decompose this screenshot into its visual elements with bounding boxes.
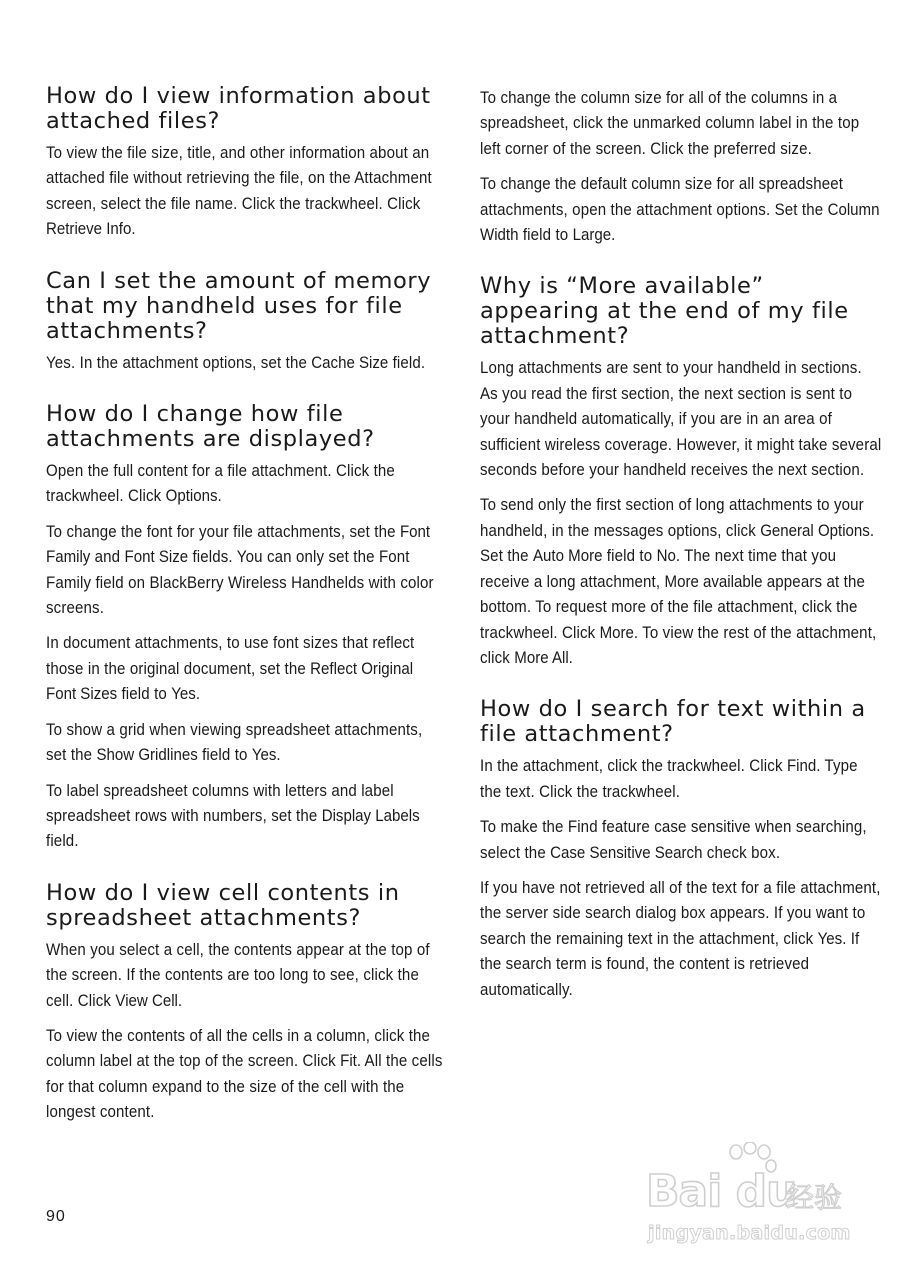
menu-term: Auto More xyxy=(533,547,603,566)
menu-term: Font Size xyxy=(124,548,189,567)
text-run: In the attachment, click the trackwheel. Click xyxy=(480,757,787,776)
text-run: To view the rest of the attachment, click xyxy=(480,623,877,667)
text-run: appears at the bottom. To request more of the file attachment, click the trackwheel. Click xyxy=(480,572,865,642)
paragraph xyxy=(46,938,444,1014)
text-run: To change the column size for all of the columns in a spreadsheet, click the unmarked column label in the top left corner of the screen. Click the preferred size. xyxy=(480,89,860,158)
text-run: fields. You can only set the Font Family field on BlackBerry Wireless Handhelds with color screens. xyxy=(46,548,434,618)
paragraph xyxy=(46,631,444,707)
menu-term: Fit. xyxy=(340,1052,362,1071)
text-run: field to xyxy=(197,746,252,765)
text-run: When you select a cell, the contents appear at the top of the screen. If the contents are too long to see, click the cell. Click xyxy=(46,940,430,1010)
section-heading: How do I change how file attachments are displayed? xyxy=(46,401,375,453)
text-run: To view the file size, title, and other information about an attached file without retrieving the file, on the Attachment screen, select the file name. Click the trackwheel. Click xyxy=(46,144,432,213)
text-run: . xyxy=(611,226,616,245)
text-run: To change the font for your file attachments, set the xyxy=(46,522,400,541)
paragraph xyxy=(480,754,883,805)
section-heading: Why is “More available” appearing at the end of my file attachment? xyxy=(480,273,849,350)
menu-term: Display Labels xyxy=(321,806,420,825)
text-run: check box. xyxy=(702,843,781,862)
text-run: The next time that you receive a long attachment, xyxy=(480,547,837,591)
menu-term: Reflect Original Font Sizes xyxy=(46,659,414,704)
menu-term: Case Sensitive Search xyxy=(550,843,703,862)
text-run: To make the Find feature case sensitive when searching, select the xyxy=(480,818,867,862)
faq-section xyxy=(480,697,885,1003)
text-run: Long attachments are sent to your handheld in sections. As you read the first section, the next section is sent to your handheld automatically, if you are in an area of sufficient wireless coverage. However, it might take several seconds before your handheld receives the next section. xyxy=(480,359,882,480)
watermark-logo: Bai du xyxy=(646,1166,797,1217)
text-run: Set the xyxy=(480,547,534,566)
paragraph xyxy=(480,876,883,1003)
text-run: To send only the first section of long attachments to your handheld, in the messages options, click xyxy=(480,496,864,540)
section-heading: Can I set the amount of memory that my handheld uses for file attachments? xyxy=(46,267,432,344)
text-run: Type the text. Click the trackwheel. xyxy=(480,757,858,801)
paragraph xyxy=(480,172,883,248)
faq-section xyxy=(46,269,446,376)
paragraph xyxy=(480,815,883,866)
faq-section xyxy=(46,881,446,1126)
paragraph xyxy=(46,459,444,510)
text-run: To show a grid when viewing spreadsheet attachments, set the xyxy=(46,720,423,765)
text-run: If the search term is found, the content is retrieved automatically. xyxy=(480,929,860,999)
menu-term: Yes. xyxy=(171,685,201,704)
menu-term: Show Gridlines xyxy=(96,746,198,765)
menu-term: Retrieve Info. xyxy=(46,220,136,239)
menu-term: Options. xyxy=(165,487,222,506)
text-run: To label spreadsheet columns with letters and label spreadsheet rows with numbers, set the xyxy=(46,781,394,825)
paragraph xyxy=(46,779,444,855)
text-run: field. xyxy=(388,353,426,372)
menu-term: No. xyxy=(656,547,681,566)
menu-term: General Options. xyxy=(760,521,875,540)
text-run: Yes. In the attachment options, set the xyxy=(46,353,312,372)
text-run: To view the contents of all the cells in a column, click the column label at the top of the screen. Click xyxy=(46,1026,431,1071)
faq-section xyxy=(480,274,885,671)
watermark-url: jingyan.baidu.com xyxy=(648,1222,851,1244)
text-run: field to xyxy=(117,685,172,704)
paragraph xyxy=(480,356,883,483)
section-heading: How do I view cell contents in spreadsheet attachments? xyxy=(46,879,400,931)
text-run: To change the default column size for all spreadsheet attachments, open the attachment options. Set the xyxy=(480,175,844,219)
text-run: and xyxy=(90,548,125,567)
paragraph xyxy=(46,718,444,769)
menu-term: More available xyxy=(664,572,763,591)
faq-section xyxy=(46,84,446,243)
faq-section xyxy=(46,402,446,855)
menu-term: Font Family xyxy=(46,522,431,567)
page-number: 90 xyxy=(46,1208,66,1225)
menu-term: Cache Size xyxy=(311,353,389,372)
watermark-cn-text: 经验 xyxy=(786,1181,843,1214)
menu-term: Yes. xyxy=(251,746,281,765)
paragraph xyxy=(46,141,444,243)
section-heading: How do I view information about attached files? xyxy=(46,83,431,134)
text-run: field. xyxy=(46,832,79,851)
faq-section xyxy=(480,86,885,248)
menu-term: More All. xyxy=(514,648,573,667)
menu-term: Column Width xyxy=(480,200,880,245)
baidu-jingyan-watermark xyxy=(636,1142,868,1252)
text-run: All the cells for that column expand to the size of the cell with the longest content. xyxy=(46,1052,443,1122)
menu-term: View Cell. xyxy=(115,991,183,1010)
text-run: Open the full content for a file attachment. Click the trackwheel. Click xyxy=(46,462,395,506)
paragraph xyxy=(46,1024,444,1126)
section-heading: How do I search for text within a file attachment? xyxy=(480,696,866,748)
menu-term: More. xyxy=(599,623,639,642)
left-column xyxy=(46,84,446,1152)
text-run: In document attachments, to use font sizes that reflect those in the original document, set the xyxy=(46,634,415,678)
right-column xyxy=(480,86,885,1029)
text-run: field to xyxy=(602,547,657,566)
paragraph xyxy=(46,520,444,622)
text-run: field to xyxy=(518,226,573,245)
paragraph xyxy=(480,86,883,162)
text-run: If you have not retrieved all of the text for a file attachment, the server side search dialog box appears. If you want to search the remaining text in the attachment, click xyxy=(480,878,881,948)
paragraph xyxy=(46,351,444,376)
menu-term: Large xyxy=(572,226,612,245)
menu-term: Find. xyxy=(786,757,821,776)
menu-term: Yes. xyxy=(817,929,847,948)
paragraph xyxy=(480,493,883,671)
